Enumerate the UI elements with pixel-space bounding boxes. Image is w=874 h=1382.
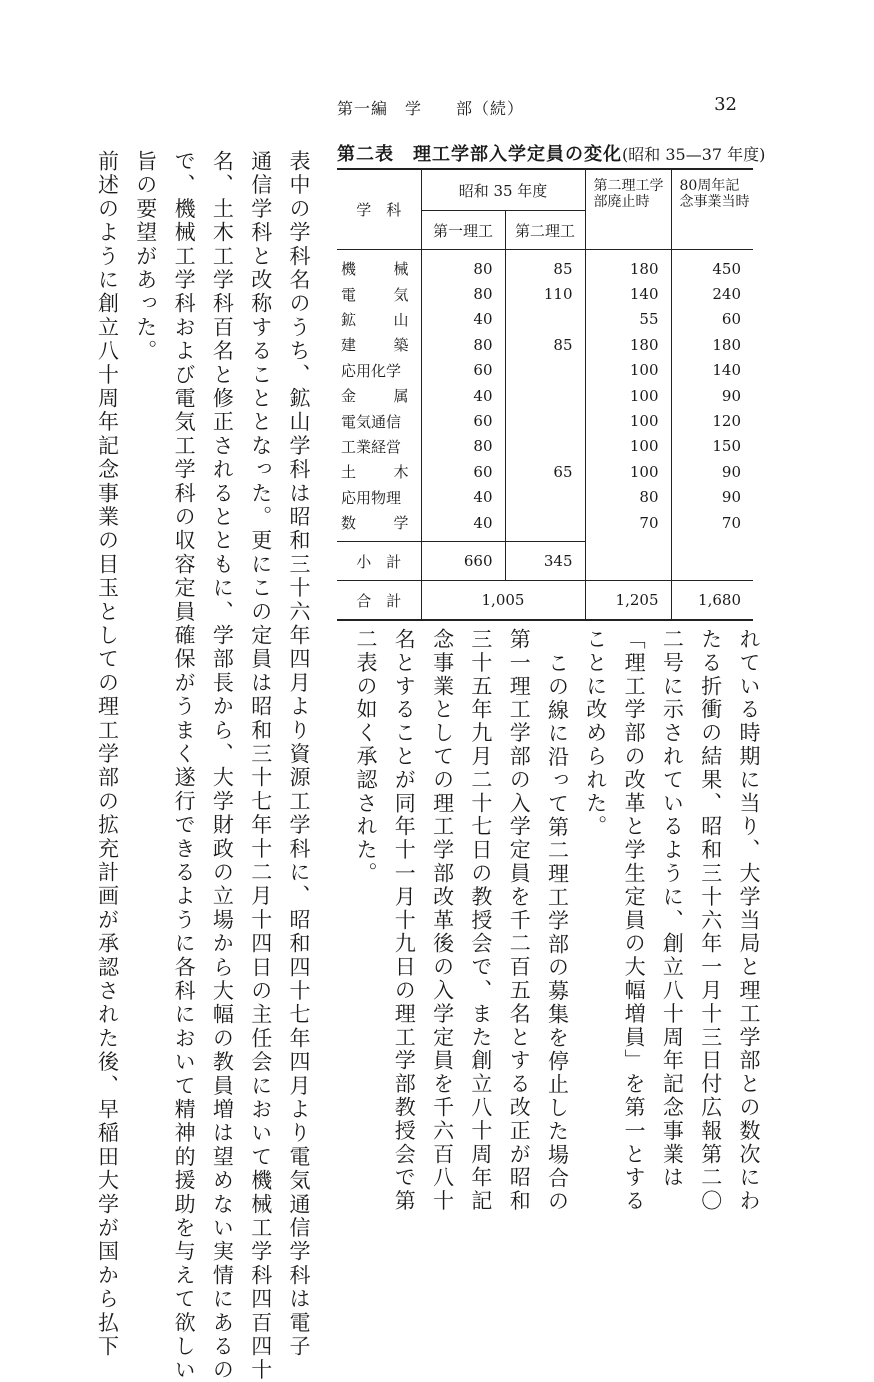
text-column: この線に沿って第二理工学部の募集を停止した場合の	[545, 652, 570, 1214]
cell-kinen: 240	[671, 281, 753, 306]
dept-name: 応用化学	[341, 361, 402, 380]
running-header	[337, 96, 737, 118]
cell-kinen: 70	[671, 510, 753, 542]
cell-kinen: 450	[671, 250, 753, 282]
cell-daini	[505, 485, 585, 510]
dept-name: 建築	[341, 336, 409, 355]
cell-daiichi: 60	[421, 459, 505, 484]
cell-daiichi: 80	[421, 332, 505, 357]
cell-daini: 85	[505, 250, 585, 282]
total-haishi: 1,205	[585, 581, 671, 621]
cell-daiichi: 40	[421, 510, 505, 542]
header-daini: 第二理工	[505, 211, 585, 250]
total-showa35: 1,005	[421, 581, 585, 621]
header-showa35: 昭和 35 年度	[421, 169, 585, 211]
text-column: 前述のように創立八十周年記念事業の目玉としての理工学部の拡充計画が承認された後、早稲田大学が国から払下	[95, 150, 120, 1359]
text-column: 名とすることが同年十一月十九日の理工学部教授会で第	[392, 628, 417, 1213]
cell-daini	[505, 383, 585, 408]
total-kinen: 1,680	[671, 581, 753, 621]
cell-kinen: 180	[671, 332, 753, 357]
cell-haishi: 80	[585, 485, 671, 510]
text-column: 名、土木工学科百名と修正されるとともに、学部長から、大学財政の立場から大幅の教員増は望めない実情にあるの	[210, 150, 235, 1382]
text-column: 旨の要望があった。	[133, 150, 158, 364]
cell-haishi: 140	[585, 281, 671, 306]
cell-daini: 65	[505, 459, 585, 484]
header-kinen	[671, 169, 753, 250]
text-column: で、機械工学科および電気工学科の収容定員確保がうまく遂行できるように各科において精神的援助を与えて欲しい	[172, 150, 197, 1382]
subtotal-daiichi: 660	[421, 542, 505, 581]
subtotal-daini: 345	[505, 542, 585, 581]
cell-daini	[505, 358, 585, 383]
enrollment-table	[337, 168, 753, 621]
subtotal-empty-d	[671, 542, 753, 581]
header-haishi-text: 第二理工学部廃止時	[593, 178, 664, 210]
text-column: 二表の如く承認された。	[354, 628, 378, 886]
text-column: ことに改められた。	[583, 628, 608, 839]
dept-name: 鉱山	[341, 310, 409, 329]
subtotal-empty-c	[585, 542, 671, 581]
text-column: 第一理工学部の入学定員を千二百五名とする改正が昭和	[507, 628, 532, 1213]
text-column: 二号に示されているように、創立八十周年記念事業は	[660, 628, 685, 1190]
cell-haishi: 100	[585, 383, 671, 408]
table-title	[337, 140, 765, 166]
header-haishi	[585, 169, 671, 250]
total-label: 合 計	[356, 591, 402, 610]
text-column: 表中の学科名のうち、鉱山学科は昭和三十六年四月より資源工学科に、昭和四十七年四月より電気通信学科は電子	[287, 150, 311, 1359]
table-row	[337, 281, 753, 306]
table-title-main: 第二表 理工学部入学定員の変化	[337, 144, 622, 165]
page-number: 32	[714, 94, 737, 115]
table-row	[337, 510, 753, 542]
table-row	[337, 250, 753, 282]
header-dept: 学 科	[337, 169, 421, 250]
cell-haishi: 100	[585, 434, 671, 459]
table-row	[337, 434, 753, 459]
cell-kinen: 90	[671, 459, 753, 484]
dept-name: 電気	[341, 285, 409, 304]
subtotal-label: 小 計	[337, 542, 421, 581]
cell-kinen: 140	[671, 358, 753, 383]
cell-daiichi: 80	[421, 281, 505, 306]
table-title-sub: (昭和 35—37 年度)	[622, 145, 766, 164]
header-kinen-text: 80周年記念事業当時	[679, 178, 750, 210]
cell-daiichi: 80	[421, 250, 505, 282]
table-row	[337, 485, 753, 510]
header-daiichi: 第一理工	[421, 211, 505, 250]
cell-daini	[505, 307, 585, 332]
cell-daiichi: 40	[421, 383, 505, 408]
cell-daini: 110	[505, 281, 585, 306]
text-column: れている時期に当り、大学当局と理工学部との数次にわ	[737, 628, 761, 1213]
cell-daiichi: 60	[421, 358, 505, 383]
table-row	[337, 332, 753, 357]
table-row	[337, 358, 753, 383]
cell-haishi: 55	[585, 307, 671, 332]
cell-kinen: 120	[671, 408, 753, 433]
cell-daini: 85	[505, 332, 585, 357]
cell-daini	[505, 408, 585, 433]
table-row	[337, 459, 753, 484]
dept-name: 土木	[341, 463, 409, 482]
cell-daiichi: 80	[421, 434, 505, 459]
table-row	[337, 383, 753, 408]
text-column: 通信学科と改称することとなった。更にこの定員は昭和三十七年十二月十四日の主任会において機械工学科四百四十	[248, 150, 273, 1382]
cell-daini	[505, 434, 585, 459]
dept-name: 金属	[341, 387, 409, 406]
dept-name: 工業経営	[341, 437, 402, 456]
cell-haishi: 70	[585, 510, 671, 542]
cell-daini	[505, 510, 585, 542]
cell-haishi: 180	[585, 250, 671, 282]
cell-haishi: 100	[585, 459, 671, 484]
dept-name: 数学	[341, 514, 409, 533]
text-column: 念事業としての理工学部改革後の入学定員を千六百八十	[430, 628, 455, 1213]
table-row	[337, 307, 753, 332]
dept-name: 応用物理	[341, 488, 402, 507]
cell-daiichi: 40	[421, 307, 505, 332]
cell-haishi: 100	[585, 358, 671, 383]
text-column: 三十五年九月二十七日の教授会で、また創立八十周年記	[468, 628, 493, 1213]
cell-kinen: 150	[671, 434, 753, 459]
cell-kinen: 90	[671, 485, 753, 510]
dept-name: 機械	[341, 260, 409, 279]
cell-kinen: 60	[671, 307, 753, 332]
cell-haishi: 100	[585, 408, 671, 433]
text-column: 「理工学部の改革と学生定員の大幅増員」を第一とする	[622, 628, 647, 1213]
dept-name: 電気通信	[341, 412, 402, 431]
table-row	[337, 408, 753, 433]
section-title: 第一編 学 部（続）	[337, 99, 525, 118]
cell-kinen: 90	[671, 383, 753, 408]
cell-daiichi: 60	[421, 408, 505, 433]
text-column: たる折衝の結果、昭和三十六年一月十三日付広報第二〇	[698, 628, 723, 1213]
cell-haishi: 180	[585, 332, 671, 357]
cell-daiichi: 40	[421, 485, 505, 510]
